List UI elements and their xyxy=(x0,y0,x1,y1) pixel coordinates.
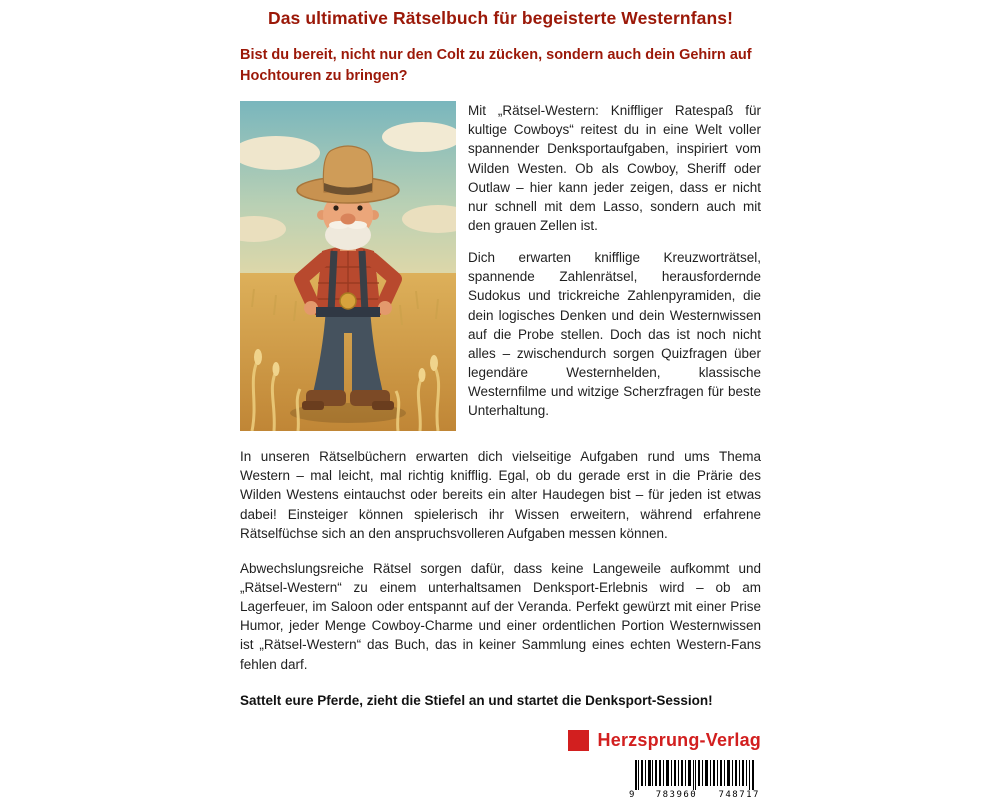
side-text-column xyxy=(468,101,761,421)
barcode-digit-group-1: 783960 xyxy=(655,790,698,800)
barcode-digit-group-2: 748717 xyxy=(718,790,760,800)
barcode-digits xyxy=(629,790,761,801)
cover-content xyxy=(240,0,761,751)
publisher-logo-icon xyxy=(568,730,589,751)
body-paragraph-4: Abwechslungsreiche Rätsel sorgen dafür, dass keine Langeweile aufkommt und „Rätsel-Western“ zu einem unterhaltsamen Denksport-Erlebnis wird – ob am Lagerfeuer, im Saloon oder entspannt auf der Veranda. Perfekt gewürzt mit einer Prise Humor, jeder Menge Cowboy-Charme und einer ordentlichen Portion Westernwissen ist „Rätsel-Western“ das Buch, das in keiner Sammlung eines echten Western-Fans fehlen darf. xyxy=(240,560,761,672)
media-row xyxy=(240,101,761,431)
intro-question: Bist du bereit, nicht nur den Colt zu zücken, sondern auch dein Gehirn auf Hochtouren zu bringen? xyxy=(240,47,752,85)
barcode-digit-lead: 9 xyxy=(629,790,635,800)
body-paragraph-3: In unseren Rätselbüchern erwarten dich vielseitige Aufgaben rund ums Thema Western – mal leicht, mal richtig knifflig. Egal, ob du gerade erst in die Prärie des Wilden Westens eintauchst oder bereits ein alter Haudegen bist – für jeden ist etwas dabei! Einsteiger können spielerisch ihr Wissen erweitern, während erfahrene Rätselfüchse sich an den anspruchsvolleren Aufgaben messen können. xyxy=(240,449,761,541)
body-paragraph-2: Dich erwarten knifflige Kreuzworträtsel, spannende Zahlenrätsel, herausfordernde Sudokus und trickreiche Zahlenpyramiden, die dein logisches Denken und dein Westernwissen auf die Probe stellen. Doch das ist noch nicht alles – zwischendurch sorgen Quizfragen über legendäre Westernhelden, klassische Westernfilme und witzige Scherzfragen für beste Unterhaltung. xyxy=(468,250,761,419)
cowboy-illustration-svg xyxy=(240,101,456,431)
body-paragraph-1: Mit „Rätsel-Western: Kniffliger Ratespaß für kultige Cowboys“ reitest du in eine Welt voller spannender Denksportaufgaben, inspiriert vom Wilden Westen. Ob als Cowboy, Sheriff oder Outlaw – hier kann jeder zeigen, dass er nicht nur schnell mit dem Lasso, sondern auch mit den grauen Zellen ist. xyxy=(468,103,761,233)
barcode-bars-icon xyxy=(635,760,755,790)
publisher-name: Herzsprung-Verlag xyxy=(597,729,761,750)
page-title: Das ultimative Rätselbuch für begeisterte Westernfans! xyxy=(267,8,734,28)
cowboy-illustration xyxy=(240,101,456,431)
publisher-block xyxy=(240,730,761,751)
cta-line: Sattelt eure Pferde, zieht die Stiefel an und startet die Denksport-Session! xyxy=(240,692,713,708)
barcode xyxy=(627,758,763,801)
